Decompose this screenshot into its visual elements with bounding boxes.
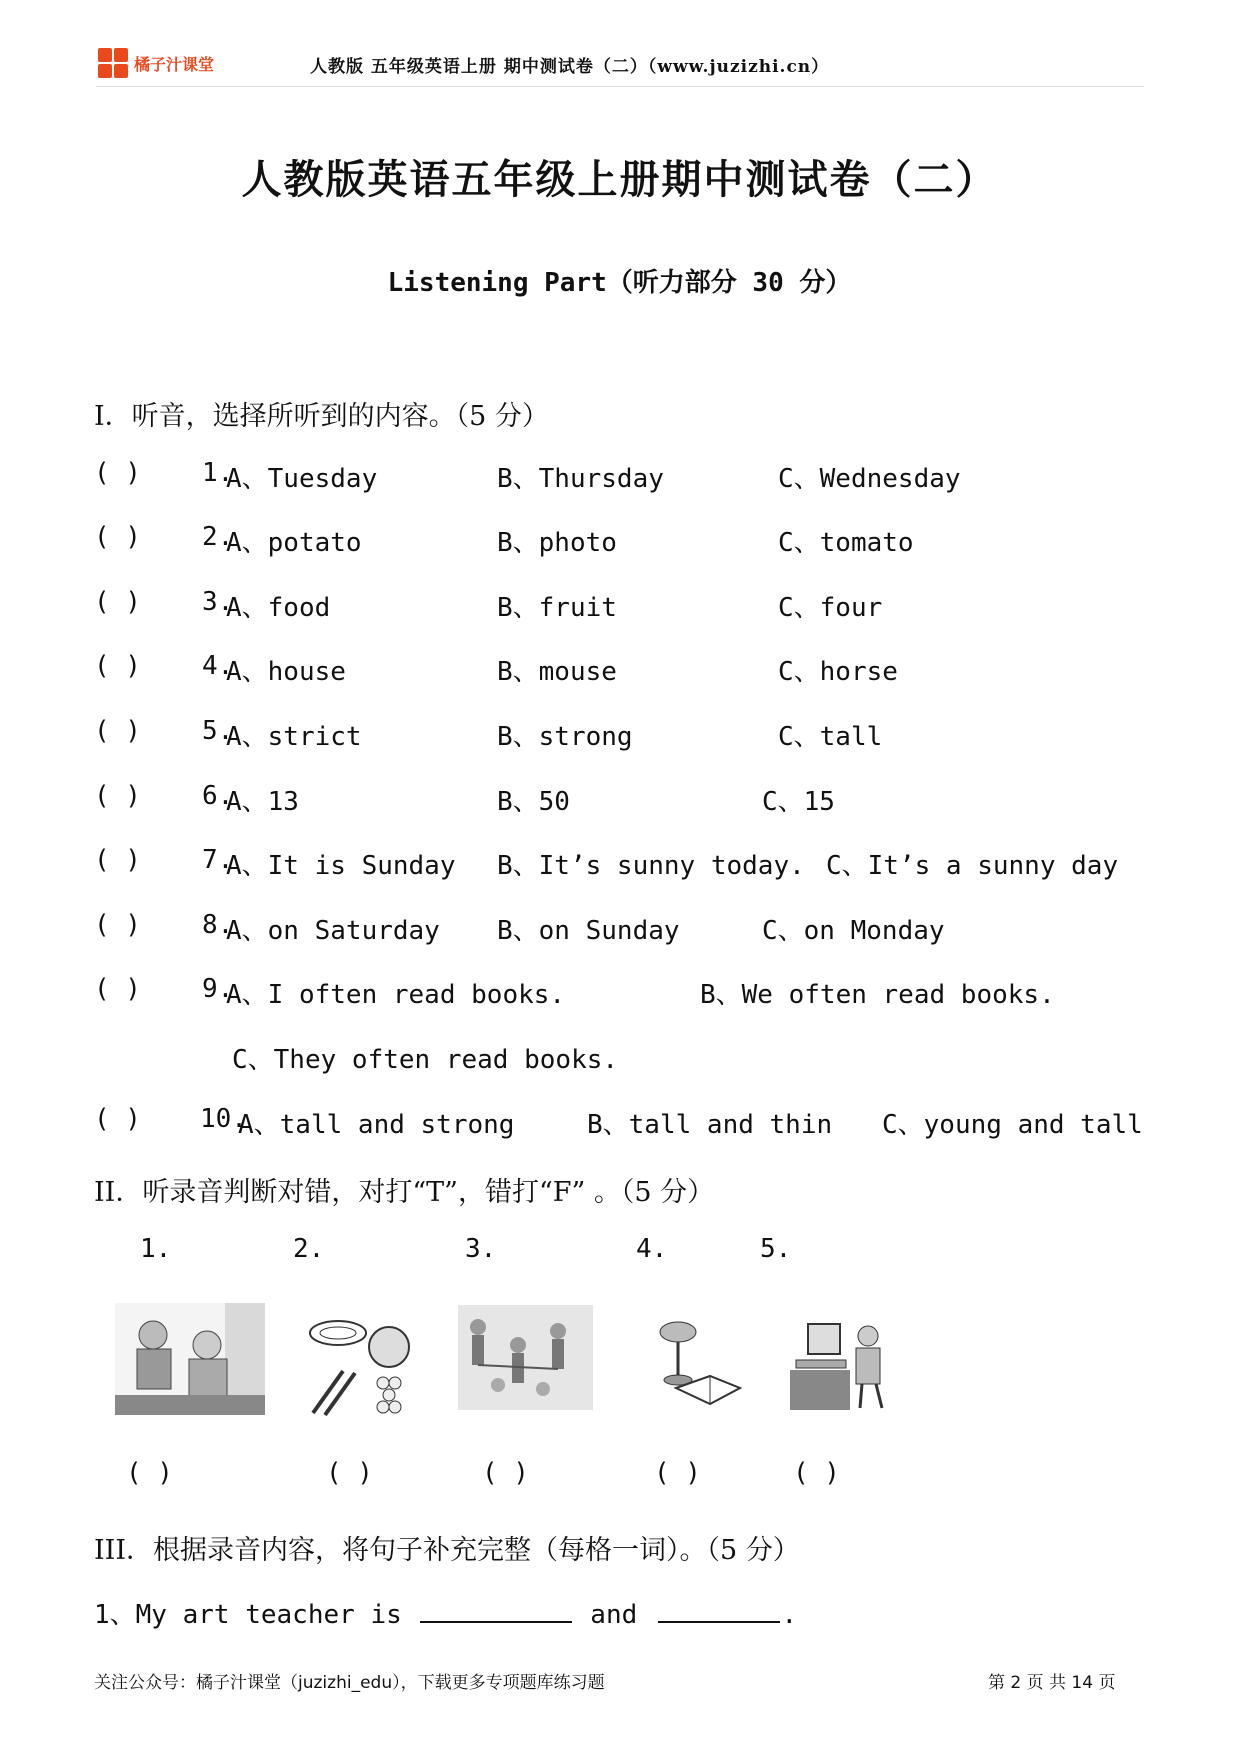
option-b: B、Thursday: [497, 464, 664, 494]
section3-q1-end: .: [781, 1600, 798, 1630]
answer-blank-1-10[interactable]: ( ): [94, 1104, 141, 1134]
question-number: 10.: [200, 1104, 247, 1134]
option-b: B、fruit: [497, 593, 617, 623]
section2-number-4: 4.: [636, 1234, 668, 1264]
food-items-picture: [303, 1313, 413, 1423]
question-number: 7.: [202, 845, 234, 875]
option-a: A、house: [226, 657, 346, 687]
section3-question-1: [94, 1594, 797, 1631]
section3-q1-and: and: [590, 1600, 638, 1630]
option-a: A、on Saturday: [226, 916, 440, 946]
question-number: 3.: [202, 587, 234, 617]
logo: [98, 48, 214, 78]
question-number: 2.: [202, 522, 234, 552]
answer-blank-1-9[interactable]: ( ): [94, 974, 141, 1004]
section3-q1-prefix: 1、My art teacher is: [94, 1600, 402, 1630]
section2-number-2: 2.: [293, 1234, 325, 1264]
answer-blank-1-2[interactable]: ( ): [94, 522, 141, 552]
option-a: A、13: [226, 787, 299, 817]
option-b: B、mouse: [497, 657, 617, 687]
option-a: A、tall and strong: [238, 1110, 515, 1140]
question-number: 9.: [202, 974, 234, 1004]
header-title: 人教版 五年级英语上册 期中测试卷（二）（www.juzizhi.cn）: [310, 57, 830, 77]
header-divider: [96, 86, 1144, 87]
answer-blank-2-5[interactable]: ( ): [793, 1458, 840, 1488]
section1-heading: I．听音，选择所听到的内容。（5 分）: [94, 401, 549, 432]
answer-blank-2-3[interactable]: ( ): [482, 1458, 529, 1488]
section2-number-1: 1.: [140, 1234, 172, 1264]
answer-blank-1-8[interactable]: ( ): [94, 910, 141, 940]
option-a: A、It is Sunday: [226, 851, 456, 881]
page-title: 人教版英语五年级上册期中测试卷（二）: [241, 156, 998, 203]
section2-heading: II．听录音判断对错，对打“T”，错打“F” 。（5 分）: [94, 1177, 715, 1208]
footer-promo: 关注公众号：橘子汁课堂（juzizhi_edu），下载更多专项题库练习题: [94, 1673, 605, 1693]
section2-number-3: 3.: [465, 1234, 497, 1264]
section3-heading: III．根据录音内容，将句子补充完整（每格一词）。（5 分）: [94, 1535, 800, 1566]
option-c: C、15: [762, 787, 835, 817]
page-subtitle: Listening Part（听力部分 30 分）: [387, 268, 852, 298]
logo-text: 橘子汁课堂: [134, 54, 215, 74]
option-b: B、tall and thin: [587, 1110, 833, 1140]
option-c: C、horse: [778, 657, 898, 687]
option-a: A、strict: [226, 722, 362, 752]
answer-blank-1-1[interactable]: ( ): [94, 458, 141, 488]
question-number: 1.: [202, 458, 234, 488]
computer-user-picture: [790, 1316, 890, 1412]
option-c: C、on Monday: [762, 916, 945, 946]
option-b: B、50: [497, 787, 570, 817]
section3-q1-blank-2[interactable]: [658, 1597, 780, 1623]
answer-blank-1-5[interactable]: ( ): [94, 716, 141, 746]
question-number: 4.: [202, 651, 234, 681]
kids-playing-picture: [458, 1305, 593, 1410]
section2-number-5: 5.: [760, 1234, 792, 1264]
option-b: B、It’s sunny today.: [497, 851, 805, 881]
answer-blank-1-3[interactable]: ( ): [94, 587, 141, 617]
section3-q1-blank-1[interactable]: [420, 1597, 572, 1623]
option-c: C、It’s a sunny day: [826, 851, 1119, 881]
option-b: B、photo: [497, 528, 617, 558]
answer-blank-1-7[interactable]: ( ): [94, 845, 141, 875]
lamp-and-book-picture: [650, 1318, 742, 1413]
question-number: 8.: [202, 910, 234, 940]
logo-icon: [98, 48, 128, 78]
question-number: 6.: [202, 781, 234, 811]
option-c: C、tomato: [778, 528, 914, 558]
answer-blank-2-2[interactable]: ( ): [326, 1458, 373, 1488]
option-a: A、food: [226, 593, 331, 623]
page-number: 第 2 页 共 14 页: [988, 1673, 1116, 1693]
answer-blank-2-1[interactable]: ( ): [126, 1458, 173, 1488]
teacher-and-student-picture: [115, 1303, 265, 1415]
option-a: A、potato: [226, 528, 362, 558]
answer-blank-2-4[interactable]: ( ): [654, 1458, 701, 1488]
option-c: C、Wednesday: [778, 464, 961, 494]
option-c: C、four: [778, 593, 883, 623]
option-b: B、strong: [497, 722, 633, 752]
option-c: C、tall: [778, 722, 883, 752]
answer-blank-1-6[interactable]: ( ): [94, 781, 141, 811]
answer-blank-1-4[interactable]: ( ): [94, 651, 141, 681]
option-b: B、on Sunday: [497, 916, 680, 946]
option-a: A、I often read books.: [226, 980, 566, 1010]
question-number: 5.: [202, 716, 234, 746]
option-b: B、We often read books.: [700, 980, 1055, 1010]
option-c: C、young and tall: [882, 1110, 1143, 1140]
option-a: A、Tuesday: [226, 464, 378, 494]
option-c: C、They often read books.: [232, 1045, 619, 1075]
